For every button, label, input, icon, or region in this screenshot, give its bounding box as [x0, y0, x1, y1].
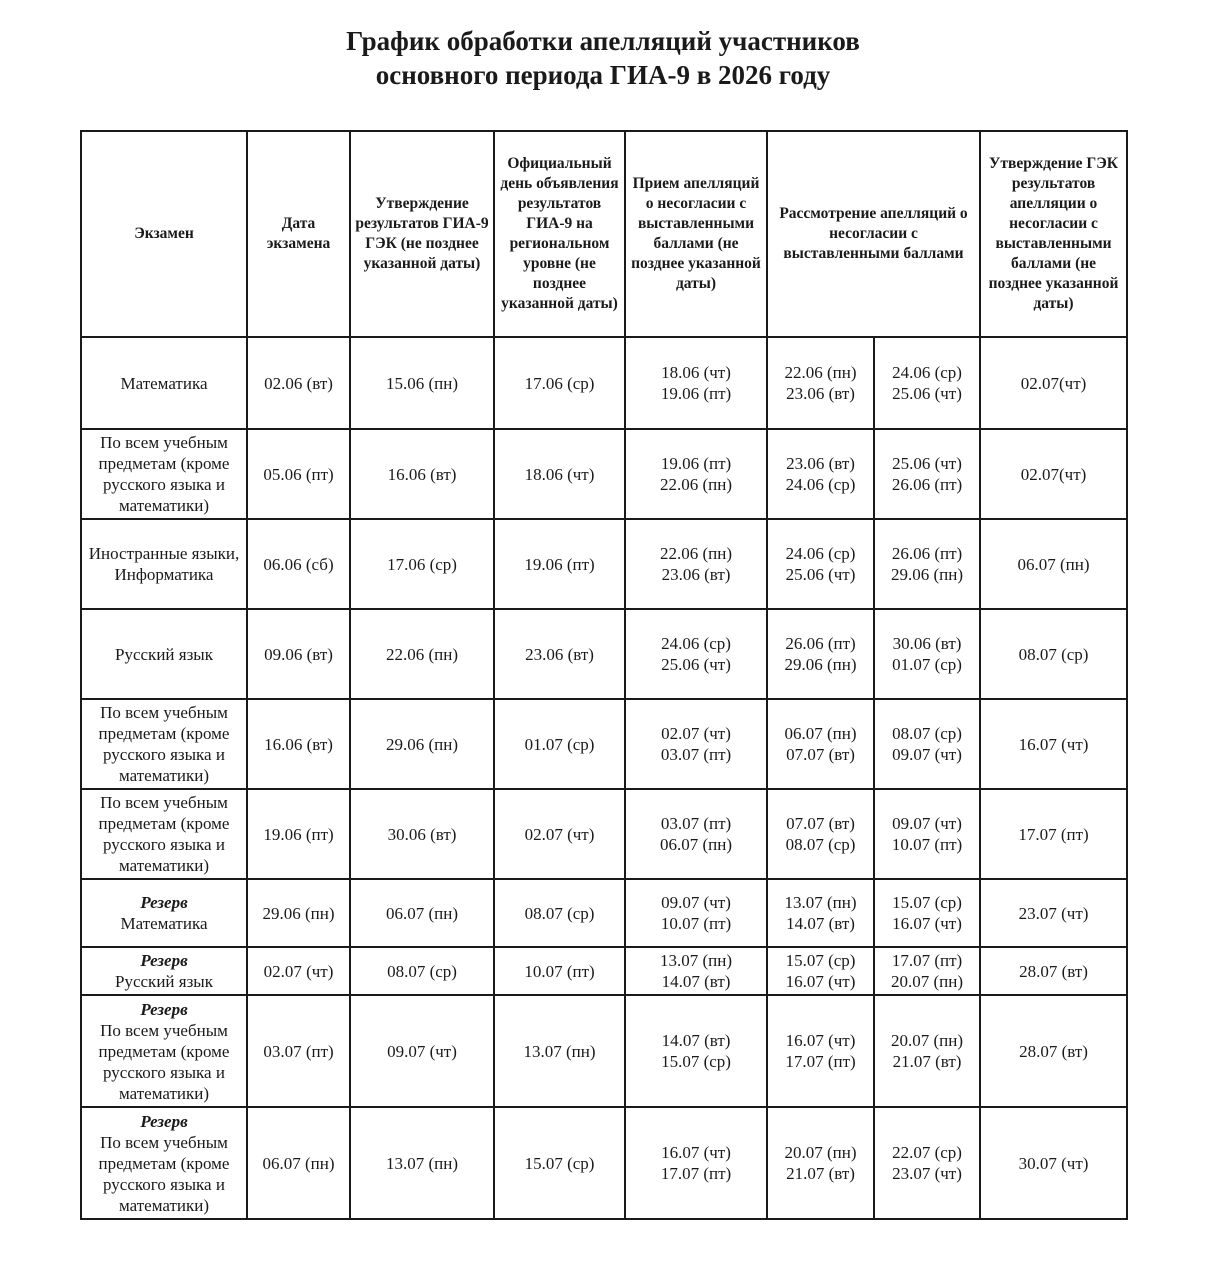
exam-cell — [81, 947, 247, 995]
table-row — [81, 995, 1127, 1107]
review-second-cell — [874, 789, 980, 879]
review-second-date: 25.06 (чт) — [892, 384, 962, 403]
review-first-cell — [767, 1107, 874, 1219]
exam-cell — [81, 519, 247, 609]
gek-date-cell: 29.06 (пн) — [350, 699, 494, 789]
exam-date-cell: 29.06 (пн) — [247, 879, 350, 947]
review-second-date: 15.07 (ср) — [892, 893, 962, 912]
table-row — [81, 429, 1127, 519]
review-second-cell — [874, 699, 980, 789]
review-second-date: 10.07 (пт) — [891, 835, 963, 854]
accept-date: 25.06 (чт) — [661, 655, 731, 674]
official-date-cell: 02.07 (чт) — [494, 789, 625, 879]
accept-cell — [625, 995, 767, 1107]
exam-name: По всем учебным предметам (кроме русского языка и математики) — [98, 1020, 230, 1103]
review-second-date: 24.06 (ср) — [892, 363, 962, 382]
accept-date: 03.07 (пт) — [660, 814, 732, 833]
review-first-date: 23.06 (вт) — [786, 384, 855, 403]
accept-date: 03.07 (пт) — [660, 745, 732, 764]
table-row — [81, 789, 1127, 879]
review-first-date: 22.06 (пн) — [784, 363, 857, 382]
approve-date-cell: 08.07 (ср) — [980, 609, 1127, 699]
exam-name: Русский язык — [115, 972, 213, 991]
table-row — [81, 947, 1127, 995]
review-first-cell — [767, 609, 874, 699]
reserve-label: Резерв — [140, 999, 188, 1019]
review-first-cell — [767, 337, 874, 429]
exam-date-cell: 06.07 (пн) — [247, 1107, 350, 1219]
exam-date-cell: 06.06 (сб) — [247, 519, 350, 609]
header-exam: Экзамен — [81, 131, 247, 337]
exam-cell — [81, 337, 247, 429]
accept-date: 24.06 (ср) — [661, 634, 731, 653]
accept-date: 13.07 (пн) — [659, 951, 733, 970]
accept-date: 22.06 (пн) — [659, 475, 733, 494]
review-second-cell — [874, 947, 980, 995]
review-second-cell — [874, 429, 980, 519]
accept-date: 19.06 (пт) — [660, 454, 732, 473]
review-second-date: 09.07 (чт) — [892, 745, 962, 764]
review-second-date: 26.06 (пт) — [891, 475, 963, 494]
table-row — [81, 879, 1127, 947]
accept-date: 17.07 (пт) — [660, 1164, 732, 1183]
exam-cell — [81, 609, 247, 699]
approve-date-cell: 02.07(чт) — [980, 337, 1127, 429]
exam-name: По всем учебным предметам (кроме русского языка и математики) — [98, 793, 230, 875]
accept-date: 16.07 (чт) — [661, 1143, 731, 1162]
review-second-date: 26.06 (пт) — [891, 544, 963, 563]
exam-name: Русский язык — [115, 644, 213, 664]
review-second-date: 17.07 (пт) — [891, 951, 963, 970]
exam-date-cell: 16.06 (вт) — [247, 699, 350, 789]
title-line-1: График обработки апелляций участников — [346, 26, 860, 56]
header-date: Дата экзамена — [247, 131, 350, 337]
approve-date-cell: 30.07 (чт) — [980, 1107, 1127, 1219]
review-second-cell — [874, 879, 980, 947]
exam-name: Математика — [120, 373, 208, 393]
review-second-date: 16.07 (чт) — [892, 914, 962, 933]
document-title — [0, 24, 1206, 92]
table-row — [81, 1107, 1127, 1219]
review-first-date: 23.06 (вт) — [786, 454, 855, 473]
accept-date: 15.07 (ср) — [661, 1052, 731, 1071]
official-date-cell: 08.07 (ср) — [494, 879, 625, 947]
review-second-date: 21.07 (вт) — [892, 1052, 962, 1071]
exam-name: По всем учебным предметам (кроме русского языка и математики) — [98, 703, 230, 785]
reserve-label: Резерв — [140, 1111, 188, 1131]
exam-cell — [81, 789, 247, 879]
accept-date: 14.07 (вт) — [661, 1031, 731, 1050]
header-row — [81, 131, 1127, 337]
official-date-cell: 23.06 (вт) — [494, 609, 625, 699]
exam-cell — [81, 1107, 247, 1219]
review-first-date: 17.07 (пт) — [785, 1052, 856, 1071]
accept-cell — [625, 519, 767, 609]
accept-date: 06.07 (пн) — [659, 835, 733, 854]
exam-date-cell: 19.06 (пт) — [247, 789, 350, 879]
header-gek: Утверждение результатов ГИА-9 ГЭК (не позднее указанной даты) — [350, 131, 494, 337]
accept-date: 19.06 (пт) — [660, 384, 732, 403]
review-first-cell — [767, 699, 874, 789]
exam-name: Математика — [120, 914, 208, 933]
accept-date: 22.06 (пн) — [659, 544, 733, 563]
review-second-cell — [874, 995, 980, 1107]
accept-cell — [625, 429, 767, 519]
official-date-cell: 15.07 (ср) — [494, 1107, 625, 1219]
accept-date: 18.06 (чт) — [661, 363, 731, 382]
accept-date: 09.07 (чт) — [661, 893, 731, 912]
review-second-cell — [874, 519, 980, 609]
header-official: Официальный день объявления результатов ГИА-9 на региональном уровне (не позднее указанной даты) — [494, 131, 625, 337]
review-second-date: 22.07 (ср) — [892, 1143, 962, 1162]
review-first-date: 16.07 (чт) — [785, 1031, 856, 1050]
accept-date: 14.07 (вт) — [661, 972, 731, 991]
review-second-date: 01.07 (ср) — [892, 655, 962, 674]
accept-cell — [625, 699, 767, 789]
review-first-date: 14.07 (вт) — [786, 914, 855, 933]
exam-cell — [81, 879, 247, 947]
table-body — [81, 337, 1127, 1219]
gek-date-cell: 08.07 (ср) — [350, 947, 494, 995]
review-second-date: 30.06 (вт) — [892, 634, 962, 653]
official-date-cell: 01.07 (ср) — [494, 699, 625, 789]
accept-cell — [625, 609, 767, 699]
table-row — [81, 519, 1127, 609]
review-first-cell — [767, 995, 874, 1107]
review-second-date: 08.07 (ср) — [892, 724, 962, 743]
review-first-date: 08.07 (ср) — [785, 835, 856, 854]
gek-date-cell: 17.06 (ср) — [350, 519, 494, 609]
review-first-cell — [767, 789, 874, 879]
accept-date: 10.07 (пт) — [660, 914, 732, 933]
official-date-cell: 17.06 (ср) — [494, 337, 625, 429]
exam-date-cell: 02.06 (вт) — [247, 337, 350, 429]
title-line-2: основного периода ГИА-9 в 2026 году — [375, 60, 831, 90]
gek-date-cell: 22.06 (пн) — [350, 609, 494, 699]
approve-date-cell: 28.07 (вт) — [980, 947, 1127, 995]
review-second-date: 20.07 (пн) — [890, 972, 964, 991]
accept-date: 02.07 (чт) — [661, 724, 731, 743]
review-first-date: 24.06 (ср) — [785, 544, 856, 563]
review-first-cell — [767, 879, 874, 947]
accept-cell — [625, 947, 767, 995]
header-review: Рассмотрение апелляций о несогласии с выставленными баллами — [767, 131, 980, 337]
approve-date-cell: 06.07 (пн) — [980, 519, 1127, 609]
review-first-date: 24.06 (ср) — [785, 475, 856, 494]
review-first-date: 29.06 (пн) — [784, 655, 857, 674]
table-row — [81, 337, 1127, 429]
table-row — [81, 699, 1127, 789]
gek-date-cell: 06.07 (пн) — [350, 879, 494, 947]
official-date-cell: 10.07 (пт) — [494, 947, 625, 995]
approve-date-cell: 16.07 (чт) — [980, 699, 1127, 789]
approve-date-cell: 02.07(чт) — [980, 429, 1127, 519]
accept-date: 23.06 (вт) — [661, 565, 731, 584]
exam-date-cell: 03.07 (пт) — [247, 995, 350, 1107]
reserve-label: Резерв — [140, 951, 188, 970]
review-first-date: 07.07 (вт) — [786, 745, 855, 764]
exam-date-cell: 09.06 (вт) — [247, 609, 350, 699]
review-second-date: 29.06 (пн) — [890, 565, 964, 584]
official-date-cell: 18.06 (чт) — [494, 429, 625, 519]
exam-date-cell: 05.06 (пт) — [247, 429, 350, 519]
table-row — [81, 609, 1127, 699]
exam-cell — [81, 699, 247, 789]
gek-date-cell: 16.06 (вт) — [350, 429, 494, 519]
exam-name: По всем учебным предметам (кроме русского языка и математики) — [98, 433, 230, 515]
exam-date-cell: 02.07 (чт) — [247, 947, 350, 995]
review-second-date: 23.07 (чт) — [892, 1164, 962, 1183]
reserve-label: Резерв — [140, 893, 188, 912]
review-first-cell — [767, 519, 874, 609]
review-second-date: 25.06 (чт) — [892, 454, 962, 473]
approve-date-cell: 28.07 (вт) — [980, 995, 1127, 1107]
review-first-date: 20.07 (пн) — [784, 1143, 857, 1162]
gek-date-cell: 09.07 (чт) — [350, 995, 494, 1107]
review-second-cell — [874, 1107, 980, 1219]
gek-date-cell: 13.07 (пн) — [350, 1107, 494, 1219]
review-first-date: 15.07 (ср) — [785, 951, 856, 970]
header-accept: Прием апелляций о несогласии с выставленными баллами (не позднее указанной даты) — [625, 131, 767, 337]
exam-cell — [81, 429, 247, 519]
approve-date-cell: 23.07 (чт) — [980, 879, 1127, 947]
gek-date-cell: 30.06 (вт) — [350, 789, 494, 879]
exam-name: По всем учебным предметам (кроме русского языка и математики) — [98, 1132, 230, 1215]
review-second-date: 20.07 (пн) — [890, 1031, 964, 1050]
exam-cell — [81, 995, 247, 1107]
exam-name: Иностранные языки, Информатика — [88, 544, 240, 584]
review-second-date: 09.07 (чт) — [892, 814, 962, 833]
review-first-cell — [767, 947, 874, 995]
header-approve: Утверждение ГЭК результатов апелляции о несогласии с выставленными баллами (не позднее указанной даты) — [980, 131, 1127, 337]
review-second-cell — [874, 609, 980, 699]
review-first-cell — [767, 429, 874, 519]
review-first-date: 21.07 (вт) — [786, 1164, 855, 1183]
review-first-date: 06.07 (пн) — [784, 724, 857, 743]
approve-date-cell: 17.07 (пт) — [980, 789, 1127, 879]
gek-date-cell: 15.06 (пн) — [350, 337, 494, 429]
review-first-date: 26.06 (пт) — [785, 634, 856, 653]
accept-cell — [625, 789, 767, 879]
review-second-cell — [874, 337, 980, 429]
accept-cell — [625, 879, 767, 947]
review-first-date: 16.07 (чт) — [785, 972, 856, 991]
review-first-date: 13.07 (пн) — [784, 893, 857, 912]
appeals-schedule-table — [80, 130, 1128, 1220]
official-date-cell: 19.06 (пт) — [494, 519, 625, 609]
official-date-cell: 13.07 (пн) — [494, 995, 625, 1107]
accept-cell — [625, 1107, 767, 1219]
review-first-date: 07.07 (вт) — [786, 814, 855, 833]
review-first-date: 25.06 (чт) — [785, 565, 856, 584]
accept-cell — [625, 337, 767, 429]
